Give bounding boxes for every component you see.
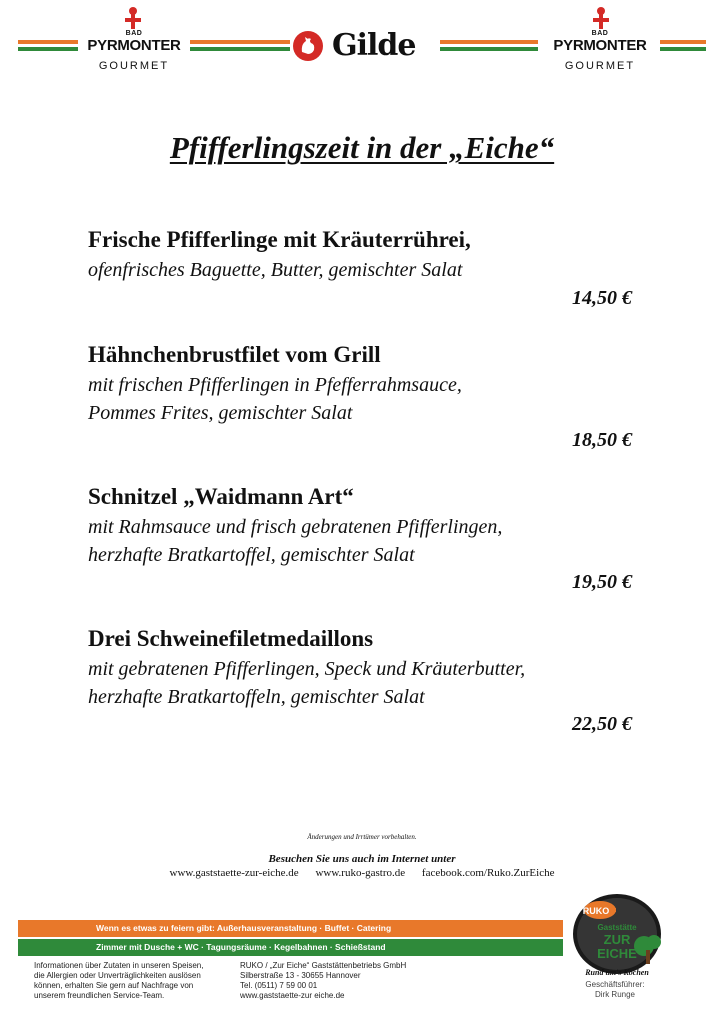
service-band-orange — [18, 920, 563, 937]
header-stripe-green-midleft — [190, 47, 290, 51]
link-website-eiche[interactable]: www.gaststaette-zur-eiche.de — [169, 867, 299, 879]
menu-item-price: 19,50 € — [572, 571, 632, 593]
manager-label: Geschäftsführer: — [585, 980, 645, 989]
logo-line3: EICHE — [597, 946, 637, 961]
page-title: Pfifferlingszeit in der „Eiche“ — [169, 130, 555, 165]
header-stripe-green-left — [18, 47, 78, 51]
header-stripe-orange-midleft — [190, 40, 290, 44]
brand-pyrmonter-left — [82, 30, 186, 73]
address-line: Tel. (0511) 7 59 00 01 — [240, 981, 318, 990]
header-stripe-orange-left — [18, 40, 78, 44]
menu-item-desc: mit frischen Pfifferlingen in Pfefferrahmsauce, — [88, 374, 462, 396]
menu-item-desc: Pommes Frites, gemischter Salat — [88, 402, 353, 424]
logo-line1: Gaststätte — [597, 923, 637, 932]
menu-item-price: 22,50 € — [572, 713, 632, 735]
address-line: Silberstraße 13 - 30655 Hannover — [240, 971, 361, 980]
service-band-green — [18, 939, 563, 956]
menu-item-name: Hähnchenbrustfilet vom Grill — [88, 342, 381, 367]
manager-name: Dirk Runge — [594, 990, 635, 999]
logo-slogan: Rund um's Kochen — [585, 968, 649, 977]
address-line[interactable]: www.gaststaette-zur eiche.de — [240, 991, 345, 1000]
disclaimer-note: Änderungen und Irrtümer vorbehalten. — [307, 833, 417, 841]
menu-item-desc: herzhafte Bratkartoffeln, gemischter Salat — [88, 686, 425, 708]
allergy-line: die Allergien oder Unverträglichkeiten auslösen — [34, 971, 201, 980]
link-facebook[interactable]: facebook.com/Ruko.ZurEiche — [421, 867, 555, 879]
brand-bad-label: BAD — [125, 30, 143, 37]
pyrmonter-cross-icon — [590, 6, 612, 30]
header-stripe-green-right — [660, 47, 706, 51]
allergy-info — [34, 961, 203, 1001]
header-stripe-green-midright — [440, 47, 538, 51]
band-text: Zimmer mit Dusche + WC · Tagungsräume · Kegelbahnen · Schießstand — [96, 942, 386, 952]
address-line: RUKO / „Zur Eiche“ Gaststättenbetriebs GmbH — [240, 961, 407, 970]
menu-item-name: Frische Pfifferlinge mit Kräuterrührei, — [88, 227, 471, 252]
brand-sub: GOURMET — [564, 60, 636, 72]
menu-item-desc: mit gebratenen Pfifferlingen, Speck und Kräuterbutter, — [88, 658, 526, 680]
brand-sub: GOURMET — [98, 60, 170, 72]
manager-info — [560, 980, 670, 1000]
header-stripe-orange-midright — [440, 40, 538, 44]
link-website-ruko[interactable]: www.ruko-gastro.de — [315, 867, 406, 879]
pyrmonter-cross-icon — [122, 6, 144, 30]
allergy-line: unserem freundlichen Service-Team. — [34, 991, 165, 1000]
visit-us-text: Besuchen Sie uns auch im Internet unter — [268, 853, 456, 865]
logo-ruko: RUKO — [582, 906, 610, 916]
brand-name: PYRMONTER — [553, 37, 647, 54]
menu-item-name: Drei Schweinefiletmedaillons — [88, 626, 374, 651]
company-address — [240, 961, 406, 1001]
allergy-line: können, erhalten Sie gern auf Nachfrage von — [34, 981, 194, 990]
brand-gilde: Gilde — [332, 28, 416, 63]
brand-bad-label: BAD — [591, 30, 609, 37]
header-stripe-orange-right — [660, 40, 706, 44]
website-links — [0, 867, 724, 879]
brand-name: PYRMONTER — [87, 37, 181, 54]
menu-item-price: 14,50 € — [572, 287, 632, 309]
menu-item-desc: ofenfrisches Baguette, Butter, gemischter Salat — [88, 259, 463, 281]
band-text: Wenn es etwas zu feiern gibt: Außerhausveranstaltung · Buffet · Catering — [96, 923, 392, 933]
menu-item-name: Schnitzel „Waidmann Art“ — [88, 484, 354, 509]
brand-pyrmonter-right — [548, 30, 652, 73]
menu-item-price: 18,50 € — [572, 429, 632, 451]
allergy-line: Informationen über Zutaten in unseren Speisen, — [34, 961, 204, 970]
zur-eiche-logo — [562, 888, 672, 978]
menu-item-desc: herzhafte Bratkartoffel, gemischter Salat — [88, 544, 415, 566]
menu-item-desc: mit Rahmsauce und frisch gebratenen Pfifferlingen, — [88, 516, 503, 538]
logo-line2: ZUR — [603, 932, 631, 947]
gilde-rooster-icon — [292, 30, 324, 62]
